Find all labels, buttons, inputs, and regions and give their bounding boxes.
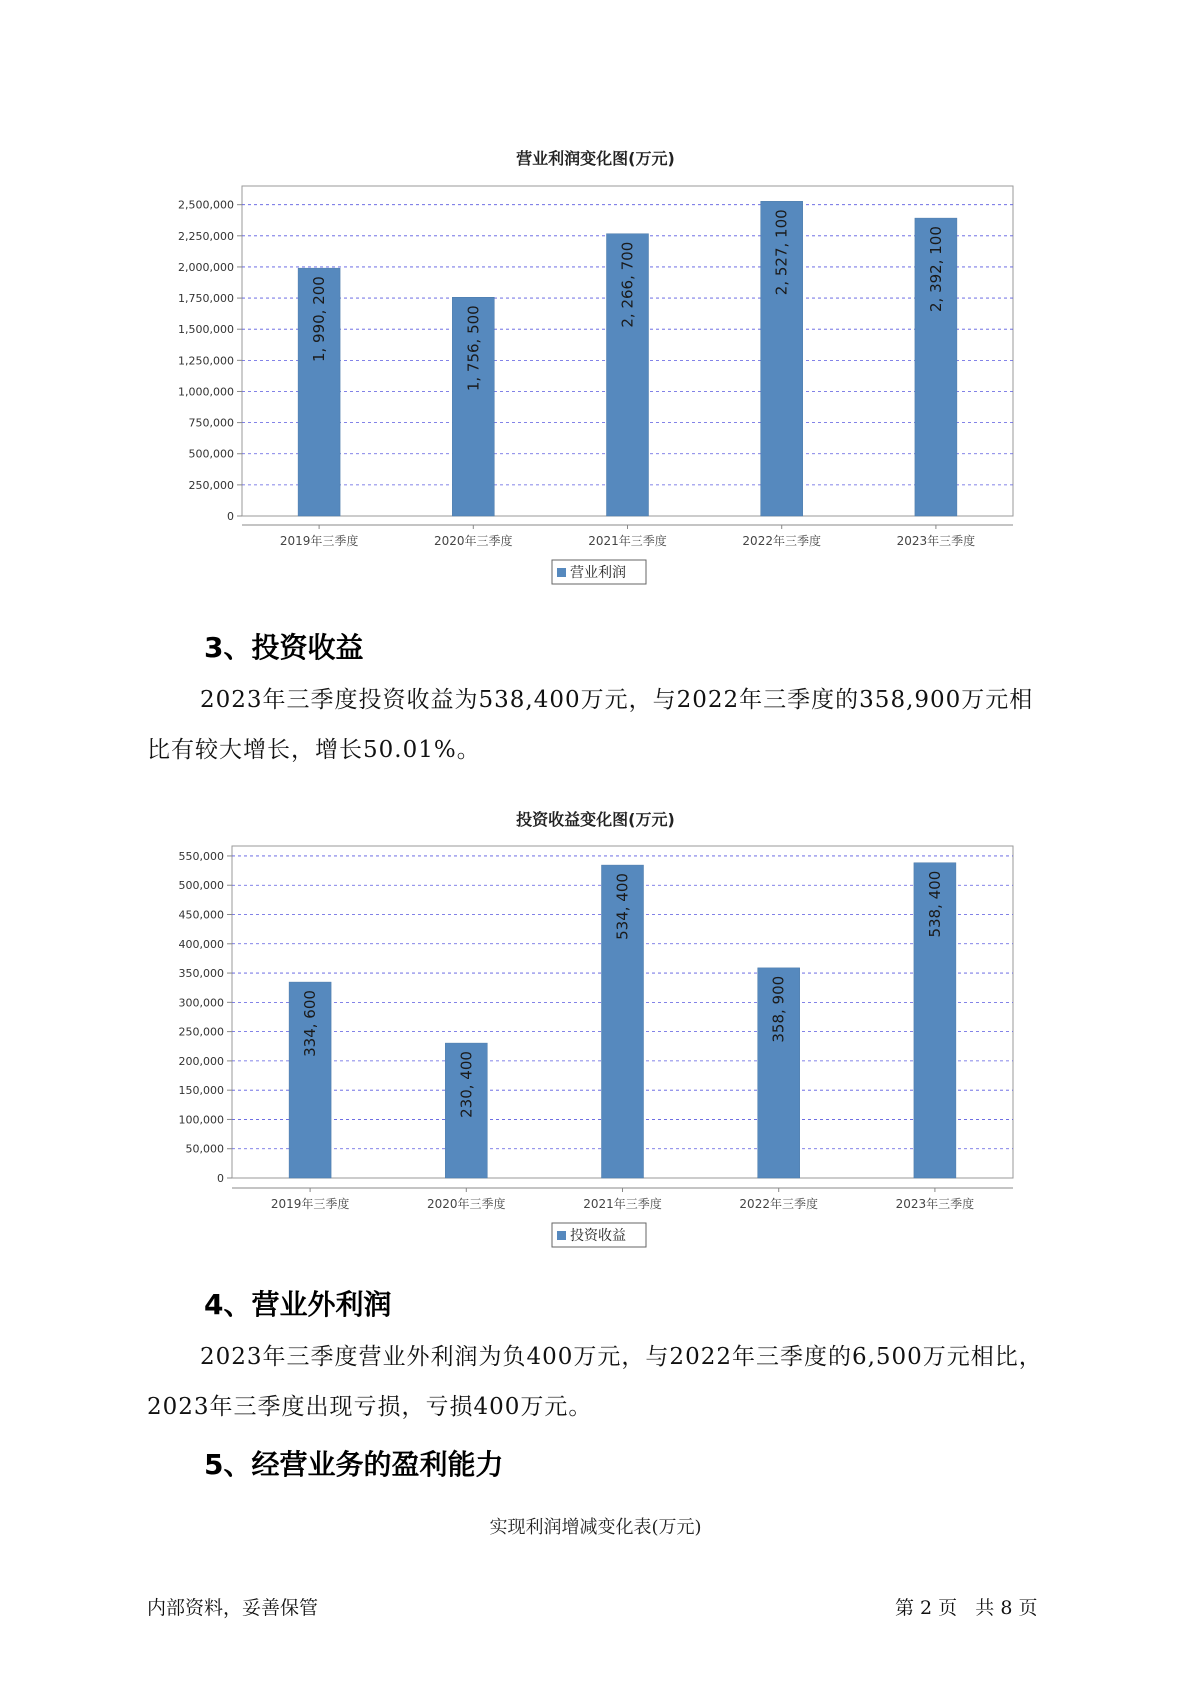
data-label: 230, 400 <box>457 1051 476 1118</box>
legend-label: 营业利润 <box>570 565 626 581</box>
y-tick-label: 300,000 <box>178 996 224 1010</box>
section-heading-investment-income: 3、投资收益 <box>204 631 364 664</box>
y-tick-label: 750,000 <box>188 416 234 430</box>
footer-page-number: 第 2 页 共 8 页 <box>895 1597 1038 1619</box>
x-tick-label: 2019年三季度 <box>279 534 359 548</box>
y-tick-label: 2,500,000 <box>178 198 234 212</box>
x-tick-label: 2020年三季度 <box>434 534 513 548</box>
y-tick-label: 500,000 <box>188 447 234 461</box>
y-tick-label: 1,750,000 <box>178 292 234 306</box>
y-tick-label: 100,000 <box>178 1113 224 1127</box>
data-label: 1, 756, 500 <box>464 305 483 392</box>
data-label: 2, 527, 100 <box>772 209 791 296</box>
y-tick-label: 400,000 <box>178 937 224 951</box>
paragraph-non-operating-profit: 2023年三季度营业外利润为负400万元，与2022年三季度的6,500万元相比，2023年三季度出现亏损，亏损400万元。 <box>147 1344 1043 1420</box>
x-tick-label: 2022年三季度 <box>742 534 821 548</box>
x-tick-label: 2019年三季度 <box>270 1197 350 1211</box>
y-tick-label: 150,000 <box>178 1084 224 1098</box>
y-tick-label: 500,000 <box>178 879 224 893</box>
data-label: 534, 400 <box>613 873 632 940</box>
data-label: 358, 900 <box>769 975 788 1043</box>
y-tick-label: 0 <box>227 510 234 523</box>
y-tick-label: 1,000,000 <box>178 385 234 399</box>
section-heading-non-operating-profit: 4、营业外利润 <box>204 1288 392 1321</box>
y-tick-label: 50,000 <box>185 1142 224 1156</box>
y-tick-label: 0 <box>217 1172 224 1185</box>
data-label: 2, 266, 700 <box>618 241 637 328</box>
y-tick-label: 2,000,000 <box>178 260 234 274</box>
y-tick-label: 1,250,000 <box>178 354 234 368</box>
legend-label: 投资收益 <box>570 1228 626 1244</box>
footer-confidential-note: 内部资料，妥善保管 <box>147 1597 319 1619</box>
chart-title-operating-profit: 营业利润变化图(万元) <box>516 149 675 168</box>
data-label: 334, 600 <box>301 990 320 1057</box>
legend-swatch <box>557 568 566 577</box>
paragraph-investment-income: 2023年三季度投资收益为538,400万元，与2022年三季度的358,900万元相比有较大增长，增长50.01%。 <box>147 687 1034 763</box>
chart-title-investment-income: 投资收益变化图(万元) <box>516 810 675 829</box>
y-tick-label: 2,250,000 <box>178 229 234 243</box>
data-label: 2, 392, 100 <box>926 226 945 313</box>
table-caption: 实现利润增减变化表(万元) <box>489 1517 702 1538</box>
data-label: 538, 400 <box>925 870 944 938</box>
legend-swatch <box>557 1231 566 1240</box>
investment-income-chart <box>0 830 1191 1250</box>
x-tick-label: 2022年三季度 <box>739 1197 818 1211</box>
y-tick-label: 250,000 <box>188 478 234 492</box>
y-tick-label: 550,000 <box>178 849 224 863</box>
x-tick-label: 2023年三季度 <box>895 1197 975 1211</box>
data-label: 1, 990, 200 <box>310 276 329 363</box>
y-tick-label: 350,000 <box>178 967 224 981</box>
x-tick-label: 2021年三季度 <box>588 534 667 548</box>
operating-profit-chart <box>0 170 1191 600</box>
x-tick-label: 2021年三季度 <box>583 1197 662 1211</box>
y-tick-label: 200,000 <box>178 1054 224 1068</box>
y-tick-label: 450,000 <box>178 908 224 922</box>
y-tick-label: 1,500,000 <box>178 323 234 337</box>
x-tick-label: 2023年三季度 <box>896 534 976 548</box>
section-heading-profitability: 5、经营业务的盈利能力 <box>204 1448 504 1481</box>
x-tick-label: 2020年三季度 <box>427 1197 506 1211</box>
y-tick-label: 250,000 <box>178 1025 224 1039</box>
